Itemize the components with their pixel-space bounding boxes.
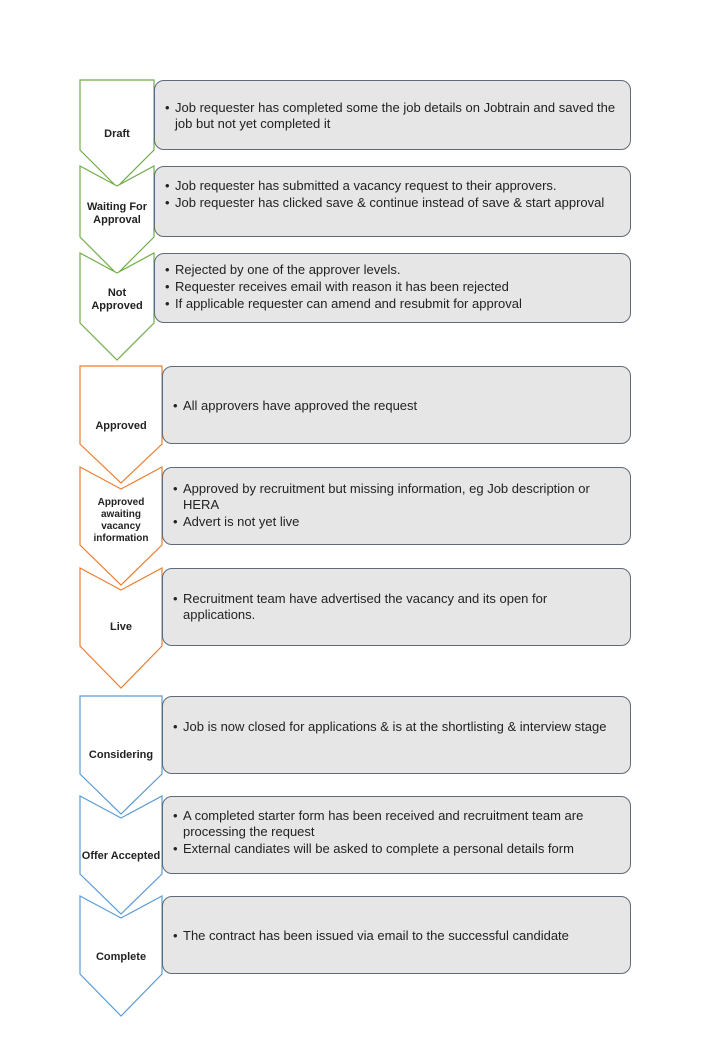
stage-bullet: • A completed starter form has been received and recruitment team are processing the request [173, 808, 620, 840]
stage-bullet: • All approvers have approved the request [173, 398, 620, 414]
stage-bullet: • If applicable requester can amend and resubmit for approval [165, 296, 620, 312]
stage-label: Approved [95, 420, 147, 432]
stage-bullet-list [173, 398, 620, 414]
stage-bullet-list [165, 100, 620, 132]
stage-bullet-list [173, 928, 620, 944]
stage-description-box [162, 568, 631, 646]
stage-description-box [162, 366, 631, 444]
stage-bullet: • Approved by recruitment but missing information, eg Job description or HERA [173, 481, 620, 513]
stage-label: Considering [88, 749, 154, 761]
stage-description-box [162, 467, 631, 545]
stage-bullet: • Job is now closed for applications & is at the shortlisting & interview stage [173, 719, 620, 735]
stage-bullet-list [173, 481, 620, 530]
stage-bullet-list [165, 262, 620, 312]
stage-description-box [162, 896, 631, 974]
stage-description-box [162, 796, 631, 874]
stage-bullet-list [173, 591, 620, 623]
stage-bullet: • Job requester has completed some the job details on Jobtrain and saved the job but not yet completed it [165, 100, 620, 132]
stage-description-box [154, 253, 631, 323]
stage-bullet: • Requester receives email with reason it has been rejected [165, 279, 620, 295]
stage-bullet-list [173, 808, 620, 857]
stage-description-box [154, 166, 631, 237]
stage-bullet: • External candiates will be asked to complete a personal details form [173, 841, 620, 857]
stage-label: Complete [95, 951, 147, 963]
stage-bullet: • Recruitment team have advertised the vacancy and its open for applications. [173, 591, 620, 623]
stage-bullet-list [165, 178, 620, 211]
stage-bullet: • Job requester has clicked save & continue instead of save & start approval [165, 195, 620, 211]
stage-bullet: • Rejected by one of the approver levels. [165, 262, 620, 278]
stage-description-box [162, 696, 631, 774]
stage-label: Live [109, 621, 132, 633]
stage-label: Not Approved [91, 287, 143, 312]
stage-label: Draft [104, 128, 130, 140]
stage-bullet-list [173, 719, 620, 735]
stage-bullet: • Job requester has submitted a vacancy request to their approvers. [165, 178, 620, 194]
stage-bullet: • The contract has been issued via email to the successful candidate [173, 928, 620, 944]
stage-label: Waiting For Approval [86, 201, 148, 226]
stage-label: Offer Accepted [81, 850, 161, 862]
stage-bullet: • Advert is not yet live [173, 514, 620, 530]
stage-label: Approved awaiting vacancy information [93, 497, 149, 544]
stage-description-box [154, 80, 631, 150]
